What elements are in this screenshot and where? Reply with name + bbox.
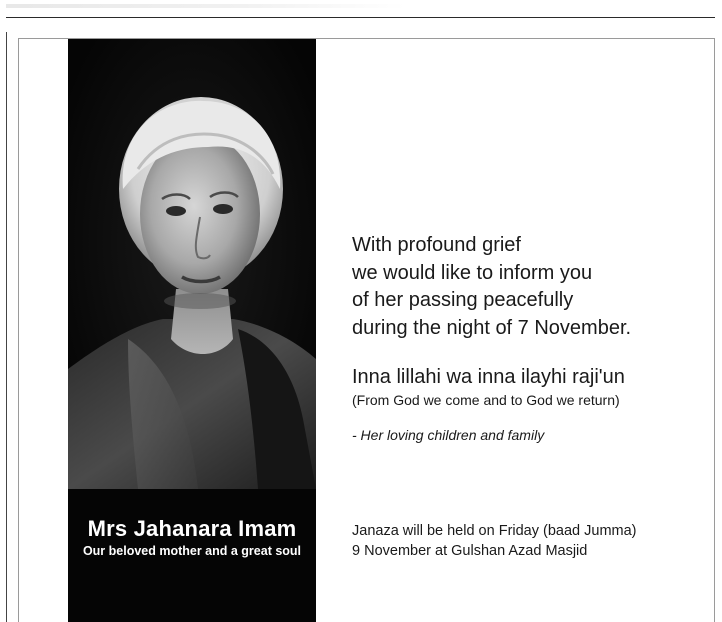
column-left-rule	[6, 32, 7, 622]
portrait-photo	[68, 39, 316, 489]
deceased-name: Mrs Jahanara Imam	[87, 516, 297, 541]
message-line: of her passing peacefully	[352, 289, 574, 311]
announcement-message	[352, 232, 707, 342]
message-line: we would like to inform you	[352, 261, 593, 284]
faded-header-text	[6, 4, 406, 8]
page-top-rule	[6, 17, 715, 18]
janaza-details	[352, 521, 637, 561]
portrait-panel	[68, 39, 316, 622]
message-line: during the night of 7 November.	[352, 316, 632, 339]
janaza-line: Janaza will be held on Friday (baad Jumma)	[352, 523, 637, 539]
janaza-line: 9 November at Gulshan Azad Masjid	[352, 543, 588, 559]
message-line: With profound grief	[352, 234, 521, 256]
prayer-text: Inna lillahi wa inna ilayhi raji'un	[352, 366, 625, 388]
family-signature: - Her loving children and family	[352, 427, 545, 443]
prayer-translation: (From God we come and to God we return)	[352, 392, 620, 408]
deceased-tagline: Our beloved mother and a great soul	[82, 544, 302, 558]
